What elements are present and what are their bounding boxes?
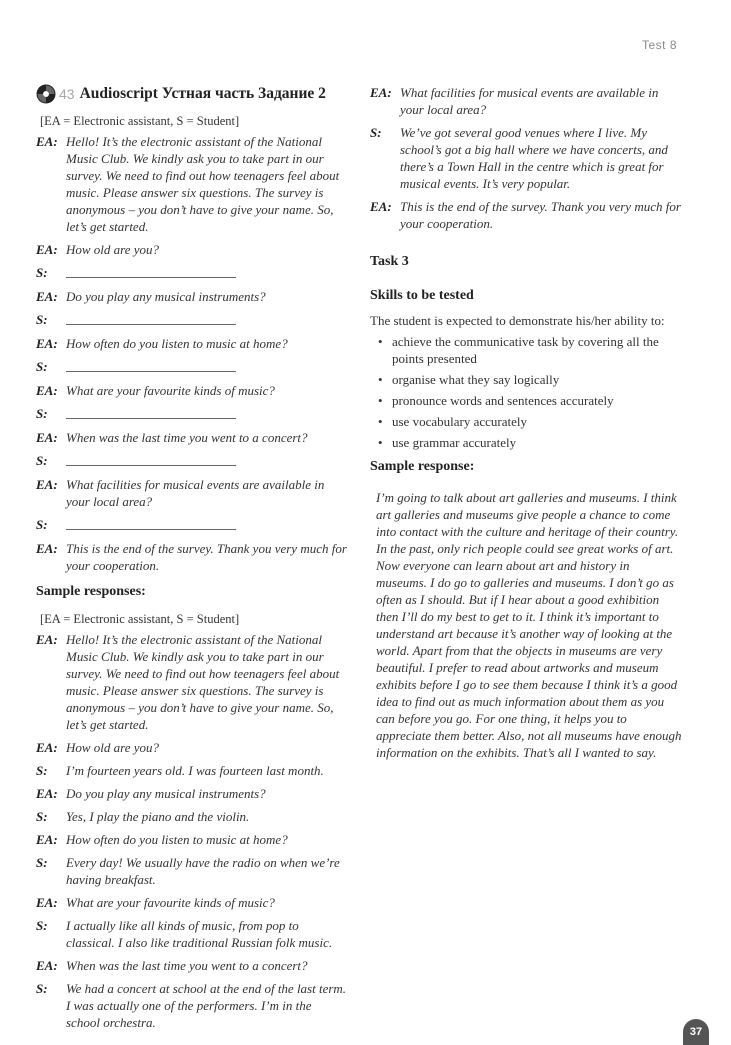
dialogue-line xyxy=(370,124,682,192)
utterance-text: We’ve got several good venues where I live. My school’s got a big hall where we have concerts, and there’s a Town Hall in the centre which is great for musical events. It’s very popular. xyxy=(400,125,668,191)
dialogue-line xyxy=(36,739,348,756)
utterance-text: I actually like all kinds of music, from pop to classical. I also like traditional Russian folk music. xyxy=(66,918,333,950)
bullet-icon: • xyxy=(378,334,383,349)
dialogue-line xyxy=(36,980,348,1031)
dialogue-line xyxy=(36,957,348,974)
sample-response-heading: Sample response: xyxy=(370,459,475,474)
test-label: Test 8 xyxy=(641,38,677,52)
blank-underline xyxy=(66,264,236,278)
track-number: 43 xyxy=(59,86,75,102)
speaker-label: EA: xyxy=(36,832,58,847)
answer-blank-line xyxy=(66,264,348,282)
blank-underline xyxy=(66,516,236,530)
utterance-text: When was the last time you went to a concert? xyxy=(66,958,308,973)
utterance-text: Every day! We usually have the radio on when we’re having breakfast. xyxy=(66,855,340,887)
dialogue-line xyxy=(36,288,348,305)
blank-underline xyxy=(66,358,236,372)
skill-text: organise what they say logically xyxy=(392,372,560,387)
dialogue-line xyxy=(36,785,348,802)
speaker-label: S: xyxy=(36,265,48,280)
speaker-label: EA: xyxy=(36,134,58,149)
dialogue-line xyxy=(36,405,348,423)
skills-heading: Skills to be tested xyxy=(370,288,474,303)
speaker-label: EA: xyxy=(36,895,58,910)
left-column xyxy=(36,82,348,1037)
utterance-text: Do you play any musical instruments? xyxy=(66,786,266,801)
dialogue-line xyxy=(36,894,348,911)
dialogue-line xyxy=(36,476,348,510)
sample-responses-note: [EA = Electronic assistant, S = Student] xyxy=(40,612,240,626)
utterance-text: What facilities for musical events are available in your local area? xyxy=(66,477,325,509)
dialogue-line xyxy=(36,808,348,825)
speaker-label: EA: xyxy=(36,740,58,755)
bullet-icon: • xyxy=(378,435,383,450)
answer-blank-line xyxy=(66,358,348,376)
dialogue-line xyxy=(36,264,348,282)
audioscript-dialogue xyxy=(36,133,348,574)
speaker-label: EA: xyxy=(36,632,58,647)
utterance-text: How often do you listen to music at home? xyxy=(66,832,288,847)
skill-item xyxy=(376,434,682,451)
dialogue-line xyxy=(36,540,348,574)
speaker-label: EA: xyxy=(36,958,58,973)
sample-response-text: I’m going to talk about art galleries and museums. I think art galleries and museums give people a chance to come into contact with the culture and heritage of their country. In the past, only rich people could see great works of art. Now everyone can learn about art and history in museums. I do go to galleries and museums. I don’t go as often as I should. But if I hear about a good exhibition then I’ll do my best to get to it. I think it’s important to understand art because it’s another way of looking at the world. Apart from that the objects in museums are very beautiful. I prefer to read about artworks and museum exhibits before I go to see them because I think it’s a good idea to find out as much information about them as you can before you go. For one thing, it helps you to appreciate them better. Also, not all museums have enough information on the exhibits. That’s all I wanted to say. xyxy=(376,490,682,760)
skill-text: pronounce words and sentences accurately xyxy=(392,393,614,408)
dialogue-line xyxy=(36,831,348,848)
utterance-text: When was the last time you went to a concert? xyxy=(66,430,308,445)
utterance-text: Hello! It’s the electronic assistant of the National Music Club. We kindly ask you to take part in our survey. We need to find out how teenagers feel about music. Please answer six questions. The survey is anonymous – you don’t have to give your name. So, let’s get started. xyxy=(66,134,340,234)
speaker-label: EA: xyxy=(36,289,58,304)
skill-text: achieve the communicative task by covering all the points presented xyxy=(392,334,659,366)
blank-underline xyxy=(66,405,236,419)
skill-item xyxy=(376,371,682,388)
dialogue-line xyxy=(370,198,682,232)
bullet-icon: • xyxy=(378,393,383,408)
dialogue-line xyxy=(36,429,348,446)
speaker-label: S: xyxy=(36,918,48,933)
dialogue-line xyxy=(36,358,348,376)
answer-blank-line xyxy=(66,452,348,470)
page-number: 37 xyxy=(683,1019,709,1045)
dialogue-line xyxy=(36,452,348,470)
audioscript-title: Audioscript Устная часть Задание 2 xyxy=(79,85,326,102)
speaker-label: EA: xyxy=(36,477,58,492)
speaker-label: S: xyxy=(36,763,48,778)
continued-dialogue xyxy=(370,84,682,232)
speaker-label: S: xyxy=(36,517,48,532)
utterance-text: What are your favourite kinds of music? xyxy=(66,895,275,910)
speaker-label: S: xyxy=(36,453,48,468)
skill-item xyxy=(376,413,682,430)
dialogue-line xyxy=(36,917,348,951)
skills-intro: The student is expected to demonstrate his/her ability to: xyxy=(370,313,665,328)
utterance-text: Hello! It’s the electronic assistant of the National Music Club. We kindly ask you to take part in our survey. We need to find out how teenagers feel about music. Please answer six questions. The survey is anonymous – you don’t have to give your name. So, let’s get started. xyxy=(66,632,340,732)
bullet-icon: • xyxy=(378,372,383,387)
dialogue-line xyxy=(36,133,348,235)
utterance-text: I’m fourteen years old. I was fourteen last month. xyxy=(66,763,324,778)
dialogue-line xyxy=(36,382,348,399)
skill-text: use grammar accurately xyxy=(392,435,517,450)
skill-text: use vocabulary accurately xyxy=(392,414,527,429)
dialogue-line xyxy=(36,335,348,352)
speaker-label: S: xyxy=(36,981,48,996)
speaker-label: EA: xyxy=(370,85,392,100)
utterance-text: How old are you? xyxy=(66,740,160,755)
dialogue-line xyxy=(36,516,348,534)
speaker-label: S: xyxy=(370,125,382,140)
utterance-text: What facilities for musical events are available in your local area? xyxy=(400,85,659,117)
speaker-label: EA: xyxy=(36,541,58,556)
answer-blank-line xyxy=(66,516,348,534)
speaker-label: S: xyxy=(36,406,48,421)
utterance-text: Do you play any musical instruments? xyxy=(66,289,266,304)
sample-responses-dialogue xyxy=(36,631,348,1031)
speaker-label: S: xyxy=(36,809,48,824)
utterance-text: What are your favourite kinds of music? xyxy=(66,383,275,398)
utterance-text: How old are you? xyxy=(66,242,160,257)
blank-underline xyxy=(66,452,236,466)
audioscript-note: [EA = Electronic assistant, S = Student] xyxy=(40,114,240,128)
audioscript-header xyxy=(36,82,348,106)
speaker-label: EA: xyxy=(36,786,58,801)
utterance-text: This is the end of the survey. Thank you very much for your cooperation. xyxy=(66,541,347,573)
speaker-label: S: xyxy=(36,312,48,327)
skill-item xyxy=(376,333,682,367)
speaker-label: S: xyxy=(36,359,48,374)
utterance-text: Yes, I play the piano and the violin. xyxy=(66,809,250,824)
blank-underline xyxy=(66,311,236,325)
utterance-text: We had a concert at school at the end of the last term. I was actually one of the performers. I’m in the school orchestra. xyxy=(66,981,347,1030)
speaker-label: EA: xyxy=(36,430,58,445)
dialogue-line xyxy=(36,762,348,779)
dialogue-line xyxy=(36,854,348,888)
speaker-label: EA: xyxy=(36,336,58,351)
sample-responses-heading: Sample responses: xyxy=(36,584,146,599)
dialogue-line xyxy=(36,631,348,733)
speaker-label: EA: xyxy=(36,383,58,398)
answer-blank-line xyxy=(66,405,348,423)
dialogue-line xyxy=(36,311,348,329)
skills-list xyxy=(370,333,682,451)
utterance-text: How often do you listen to music at home? xyxy=(66,336,288,351)
answer-blank-line xyxy=(66,311,348,329)
cd-disc-icon xyxy=(36,84,56,104)
utterance-text: This is the end of the survey. Thank you very much for your cooperation. xyxy=(400,199,681,231)
speaker-label: S: xyxy=(36,855,48,870)
speaker-label: EA: xyxy=(370,199,392,214)
bullet-icon: • xyxy=(378,414,383,429)
right-column xyxy=(370,84,682,761)
speaker-label: EA: xyxy=(36,242,58,257)
dialogue-line xyxy=(370,84,682,118)
skill-item xyxy=(376,392,682,409)
dialogue-line xyxy=(36,241,348,258)
task3-title: Task 3 xyxy=(370,254,409,269)
